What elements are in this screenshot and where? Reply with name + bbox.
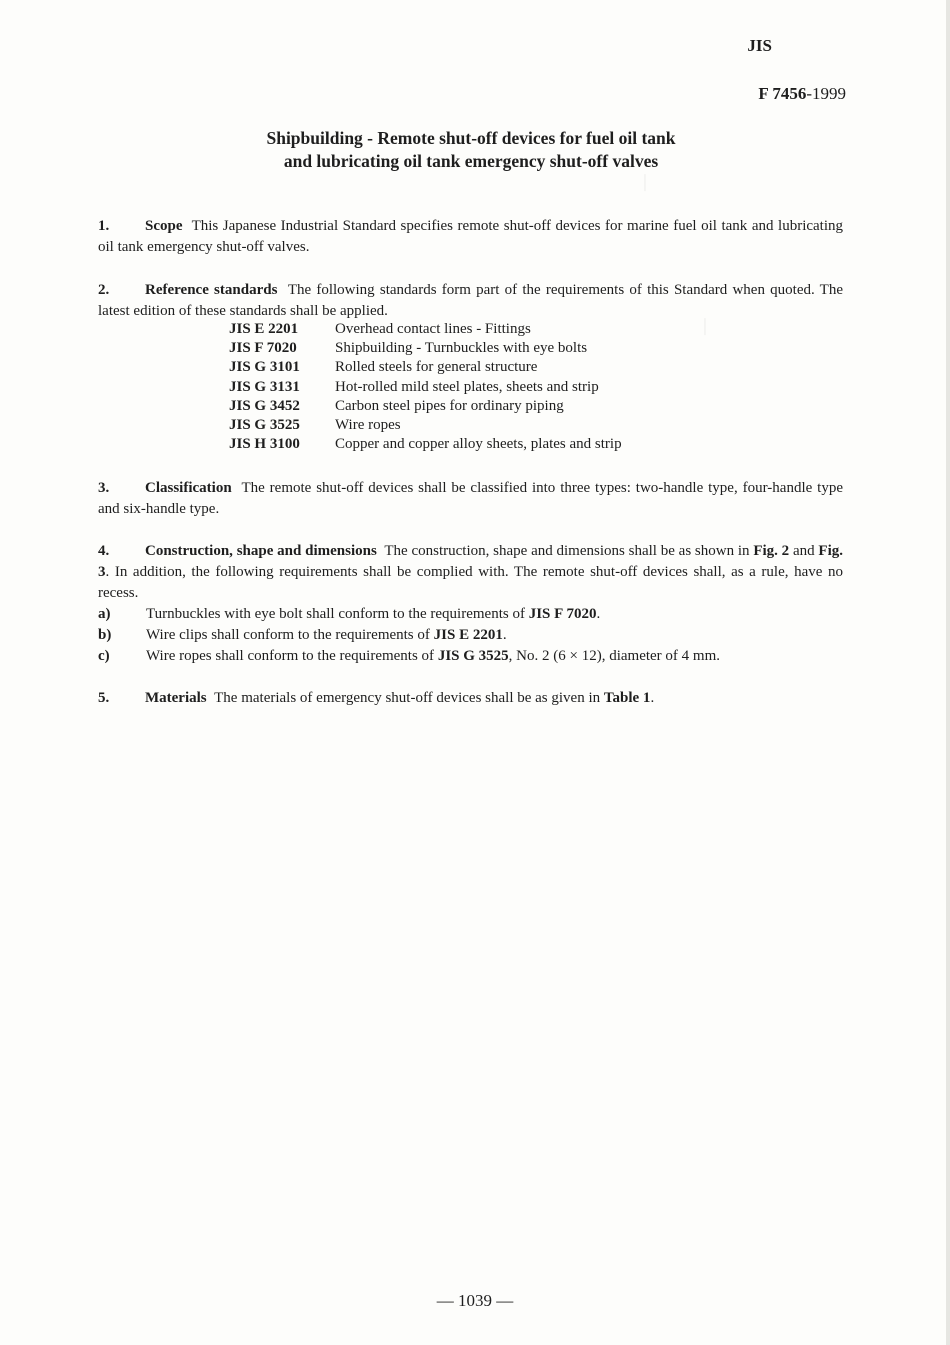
page-edge-shadow — [946, 0, 950, 1345]
section-heading: Materials — [145, 690, 207, 706]
page-number: — 1039 — — [436, 1291, 514, 1310]
header-jis: JIS — [747, 36, 772, 55]
item-label: a) — [98, 606, 111, 622]
section-text: The following standards form part of the requirements of this Standard when quoted. The latest edition of these standards shall be applied. — [98, 282, 844, 319]
section-number: 2. — [98, 282, 110, 298]
section-number: 3. — [98, 480, 110, 496]
figure-reference: Fig. 2 — [753, 543, 790, 559]
section-heading: Scope — [145, 218, 183, 234]
section-heading: Reference standards — [145, 282, 278, 298]
standard-code: F 7456 — [758, 84, 807, 103]
item-reference: JIS G 3525 — [437, 648, 509, 664]
reference-title: Rolled steels for general structure — [335, 359, 538, 376]
reference-item — [229, 416, 622, 435]
title-line-1: Shipbuilding - Remote shut-off devices for fuel oil tank — [266, 128, 676, 148]
reference-title: Carbon steel pipes for ordinary piping — [335, 397, 564, 414]
item-text: Turnbuckles with eye bolt shall conform to the requirements of — [146, 606, 529, 622]
title-line-2: and lubricating oil tank emergency shut-off valves — [283, 151, 659, 171]
section-number: 5. — [98, 690, 110, 706]
section-text: and — [792, 543, 815, 559]
reference-code: JIS G 3101 — [229, 359, 300, 376]
reference-item — [229, 397, 622, 416]
section-text: The construction, shape and dimensions shall be as shown in — [384, 543, 750, 559]
section-heading: Classification — [145, 480, 232, 496]
section-construction — [98, 541, 843, 667]
reference-code: JIS H 3100 — [229, 436, 300, 453]
section-classification — [98, 478, 843, 520]
item-text: Wire ropes shall conform to the requirements of — [146, 648, 438, 664]
item-label: c) — [98, 648, 110, 664]
reference-title: Wire ropes — [335, 417, 401, 434]
section-text: . In addition, the following requirements shall be complied with. The remote shut-off devices shall, as a rule, have no recess. — [98, 564, 843, 601]
section-heading: Construction, shape and dimensions — [145, 543, 377, 559]
reference-title: Hot-rolled mild steel plates, sheets and strip — [335, 378, 599, 395]
requirement-item — [98, 646, 843, 667]
item-label: b) — [98, 627, 112, 643]
requirement-item — [98, 625, 843, 646]
reference-title: Copper and copper alloy sheets, plates and strip — [335, 436, 622, 453]
reference-code: JIS F 7020 — [229, 340, 297, 357]
table-reference: Table 1 — [603, 690, 651, 706]
reference-item — [229, 358, 622, 377]
section-scope — [98, 216, 843, 258]
item-text: . — [502, 627, 507, 643]
reference-code: JIS G 3131 — [229, 378, 300, 395]
reference-code: JIS G 3452 — [229, 397, 300, 414]
item-reference: JIS E 2201 — [433, 627, 503, 643]
reference-code: JIS G 3525 — [229, 417, 300, 434]
reference-item — [229, 339, 622, 358]
requirement-list — [98, 604, 843, 667]
section-text: . — [650, 690, 655, 706]
requirement-item — [98, 604, 843, 625]
reference-code: JIS E 2201 — [229, 321, 299, 337]
document-title — [0, 127, 942, 173]
reference-title: Overhead contact lines - Fittings — [335, 321, 531, 337]
section-text: This Japanese Industrial Standard specifies remote shut-off devices for marine fuel oil tank and lubricating oil tank emergency shut-off valves. — [98, 218, 844, 255]
reference-item — [229, 435, 622, 454]
reference-title: Shipbuilding - Turnbuckles with eye bolts — [335, 340, 588, 357]
standard-number — [758, 84, 846, 104]
show-through: │ — [700, 320, 710, 335]
section-number: 1. — [98, 218, 110, 234]
section-materials — [98, 688, 843, 709]
reference-item — [229, 378, 622, 397]
reference-list — [229, 320, 622, 454]
show-through: │ — [640, 176, 650, 191]
section-text: The materials of emergency shut-off devices shall be as given in — [214, 690, 601, 706]
section-number: 4. — [98, 543, 110, 559]
item-reference: JIS F 7020 — [528, 606, 597, 622]
figure-reference: Fig. 3 — [98, 543, 844, 580]
item-text: Wire clips shall conform to the requirements of — [146, 627, 434, 643]
item-text: , No. 2 (6 × 12), diameter of 4 mm. — [508, 648, 721, 664]
section-text: The remote shut-off devices shall be classified into three types: two-handle type, four-handle type and six-handle type. — [98, 480, 843, 517]
section-reference-standards — [98, 280, 843, 322]
item-text: . — [596, 606, 601, 622]
standard-year: -1999 — [806, 84, 846, 103]
reference-item — [229, 320, 622, 339]
